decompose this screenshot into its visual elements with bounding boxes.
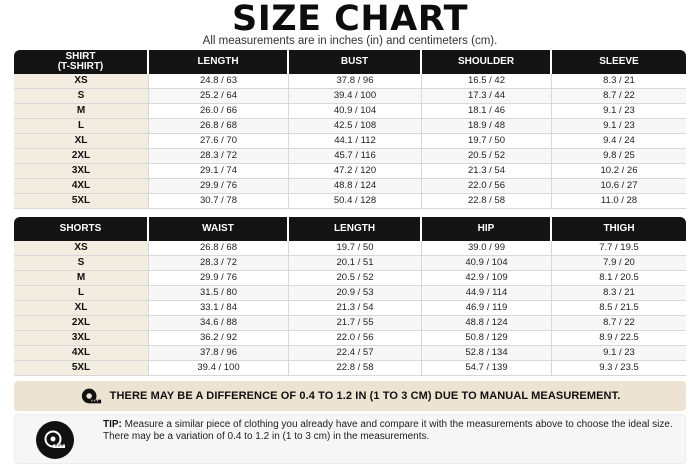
measurement-cell: 29.1 / 74 xyxy=(149,164,289,179)
measurement-cell: 44.9 / 114 xyxy=(422,286,552,301)
table-row xyxy=(14,149,686,164)
page-subtitle: All measurements are in inches (in) and centimeters (cm). xyxy=(202,35,498,47)
measurement-cell: 22.0 / 56 xyxy=(289,331,422,346)
measurement-cell: 19.7 / 50 xyxy=(422,134,552,149)
tip-box xyxy=(14,414,686,464)
shirt-column-header: SHIRT (T-SHIRT) xyxy=(14,50,149,74)
table-row xyxy=(14,316,686,331)
size-label: 2XL xyxy=(14,149,149,164)
shorts-size-table xyxy=(14,217,686,376)
shirt-column-header: BUST xyxy=(289,50,422,74)
shorts-column-header: SHORTS xyxy=(14,217,149,241)
shirt-size-table xyxy=(14,50,686,209)
measurement-cell: 7.7 / 19.5 xyxy=(552,241,686,256)
size-label: M xyxy=(14,104,149,119)
measurement-cell: 44.1 / 112 xyxy=(289,134,422,149)
measurement-cell: 9.1 / 23 xyxy=(552,346,686,361)
measurement-cell: 8.3 / 21 xyxy=(552,286,686,301)
measurement-cell: 47.2 / 120 xyxy=(289,164,422,179)
size-label: XL xyxy=(14,301,149,316)
measurement-cell: 42.5 / 108 xyxy=(289,119,422,134)
measurement-cell: 8.7 / 22 xyxy=(552,316,686,331)
table-row xyxy=(14,361,686,376)
measurement-cell: 27.6 / 70 xyxy=(149,134,289,149)
measurement-cell: 37.8 / 96 xyxy=(289,74,422,89)
warning-text: THERE MAY BE A DIFFERENCE OF 0.4 TO 1.2 IN (1 TO 3 CM) DUE TO MANUAL MEASUREMENT. xyxy=(109,390,621,402)
measurement-cell: 11.0 / 28 xyxy=(552,194,686,209)
size-label: 2XL xyxy=(14,316,149,331)
table-row xyxy=(14,331,686,346)
measurement-cell: 39.0 / 99 xyxy=(422,241,552,256)
measurement-cell: 9.1 / 23 xyxy=(552,119,686,134)
measurement-cell: 16.5 / 42 xyxy=(422,74,552,89)
table-row xyxy=(14,241,686,256)
measurement-cell: 21.7 / 55 xyxy=(289,316,422,331)
measurement-cell: 9.8 / 25 xyxy=(552,149,686,164)
measurement-cell: 22.0 / 56 xyxy=(422,179,552,194)
shirt-column-header: SHOULDER xyxy=(422,50,552,74)
table-row xyxy=(14,104,686,119)
measurement-cell: 28.3 / 72 xyxy=(149,256,289,271)
tip-text xyxy=(103,419,678,443)
size-label: XL xyxy=(14,134,149,149)
table-row xyxy=(14,194,686,209)
size-label: 5XL xyxy=(14,194,149,209)
table-row xyxy=(14,346,686,361)
measurement-cell: 36.2 / 92 xyxy=(149,331,289,346)
shorts-table-body xyxy=(14,241,686,376)
measurement-cell: 42.9 / 109 xyxy=(422,271,552,286)
table-row xyxy=(14,271,686,286)
measurement-cell: 7.9 / 20 xyxy=(552,256,686,271)
table-row xyxy=(14,301,686,316)
measuring-tape-icon xyxy=(80,385,102,407)
measurement-cell: 20.1 / 51 xyxy=(289,256,422,271)
measurement-cell: 50.4 / 128 xyxy=(289,194,422,209)
measurement-cell: 22.8 / 58 xyxy=(289,361,422,376)
size-label: 3XL xyxy=(14,331,149,346)
measurement-cell: 20.5 / 52 xyxy=(422,149,552,164)
size-label: 4XL xyxy=(14,179,149,194)
shirt-table-body xyxy=(14,74,686,209)
measurement-cell: 20.5 / 52 xyxy=(289,271,422,286)
measurement-cell: 39.4 / 100 xyxy=(289,89,422,104)
measurement-cell: 37.8 / 96 xyxy=(149,346,289,361)
measurement-cell: 39.4 / 100 xyxy=(149,361,289,376)
measurement-cell: 45.7 / 116 xyxy=(289,149,422,164)
measurement-cell: 24.8 / 63 xyxy=(149,74,289,89)
table-row xyxy=(14,256,686,271)
measurement-cell: 54.7 / 139 xyxy=(422,361,552,376)
table-row xyxy=(14,74,686,89)
measurement-cell: 29.9 / 76 xyxy=(149,271,289,286)
shirt-column-header: SLEEVE xyxy=(552,50,686,74)
size-label: S xyxy=(14,256,149,271)
measuring-tape-icon xyxy=(36,421,74,459)
measurement-cell: 48.8 / 124 xyxy=(422,316,552,331)
shorts-header-row xyxy=(14,217,686,241)
measurement-cell: 26.8 / 68 xyxy=(149,119,289,134)
size-label: XS xyxy=(14,74,149,89)
tip-line-1: Measure a similar piece of clothing you already have and compare it with the measurements above to choose the ideal size. xyxy=(121,419,673,430)
measurement-cell: 48.8 / 124 xyxy=(289,179,422,194)
measurement-cell: 8.3 / 21 xyxy=(552,74,686,89)
measurement-cell: 28.3 / 72 xyxy=(149,149,289,164)
size-label: M xyxy=(14,271,149,286)
table-row xyxy=(14,134,686,149)
measurement-cell: 17.3 / 44 xyxy=(422,89,552,104)
shorts-column-header: THIGH xyxy=(552,217,686,241)
measurement-cell: 31.5 / 80 xyxy=(149,286,289,301)
measurement-cell: 18.1 / 46 xyxy=(422,104,552,119)
table-row xyxy=(14,89,686,104)
shorts-column-header: LENGTH xyxy=(289,217,422,241)
size-label: L xyxy=(14,286,149,301)
measurement-cell: 9.4 / 24 xyxy=(552,134,686,149)
shirt-header-row xyxy=(14,50,686,74)
table-row xyxy=(14,119,686,134)
tip-label: TIP: xyxy=(103,419,122,430)
measurement-cell: 22.4 / 57 xyxy=(289,346,422,361)
size-label: 4XL xyxy=(14,346,149,361)
measurement-cell: 10.6 / 27 xyxy=(552,179,686,194)
measurement-cell: 50.8 / 129 xyxy=(422,331,552,346)
measurement-cell: 26.8 / 68 xyxy=(149,241,289,256)
measurement-cell: 33.1 / 84 xyxy=(149,301,289,316)
measurement-cell: 18.9 / 48 xyxy=(422,119,552,134)
size-label: S xyxy=(14,89,149,104)
measurement-cell: 52.8 / 134 xyxy=(422,346,552,361)
measurement-cell: 21.3 / 54 xyxy=(422,164,552,179)
measurement-cell: 8.9 / 22.5 xyxy=(552,331,686,346)
table-row xyxy=(14,286,686,301)
measurement-cell: 26.0 / 66 xyxy=(149,104,289,119)
measurement-cell: 40.9 / 104 xyxy=(289,104,422,119)
measurement-cell: 25.2 / 64 xyxy=(149,89,289,104)
measurement-cell: 9.1 / 23 xyxy=(552,104,686,119)
size-label: 3XL xyxy=(14,164,149,179)
measurement-cell: 8.7 / 22 xyxy=(552,89,686,104)
measurement-cell: 20.9 / 53 xyxy=(289,286,422,301)
measurement-cell: 34.6 / 88 xyxy=(149,316,289,331)
measurement-cell: 46.9 / 119 xyxy=(422,301,552,316)
measurement-cell: 8.5 / 21.5 xyxy=(552,301,686,316)
shorts-column-header: WAIST xyxy=(149,217,289,241)
measurement-cell: 22.8 / 58 xyxy=(422,194,552,209)
measurement-cell: 40.9 / 104 xyxy=(422,256,552,271)
tip-line-2: There may be a variation of 0.4 to 1.2 in (1 to 3 cm) in the measurements. xyxy=(103,431,430,442)
table-row xyxy=(14,164,686,179)
measurement-cell: 29.9 / 76 xyxy=(149,179,289,194)
measurement-warning-banner xyxy=(14,381,686,411)
size-label: L xyxy=(14,119,149,134)
page-title: SIZE CHART xyxy=(231,0,469,39)
measurement-cell: 30.7 / 78 xyxy=(149,194,289,209)
measurement-cell: 9.3 / 23.5 xyxy=(552,361,686,376)
measurement-cell: 19.7 / 50 xyxy=(289,241,422,256)
size-label: XS xyxy=(14,241,149,256)
measurement-cell: 10.2 / 26 xyxy=(552,164,686,179)
table-row xyxy=(14,179,686,194)
measurement-cell: 21.3 / 54 xyxy=(289,301,422,316)
shirt-column-header: LENGTH xyxy=(149,50,289,74)
shorts-column-header: HIP xyxy=(422,217,552,241)
measurement-cell: 8.1 / 20.5 xyxy=(552,271,686,286)
size-label: 5XL xyxy=(14,361,149,376)
